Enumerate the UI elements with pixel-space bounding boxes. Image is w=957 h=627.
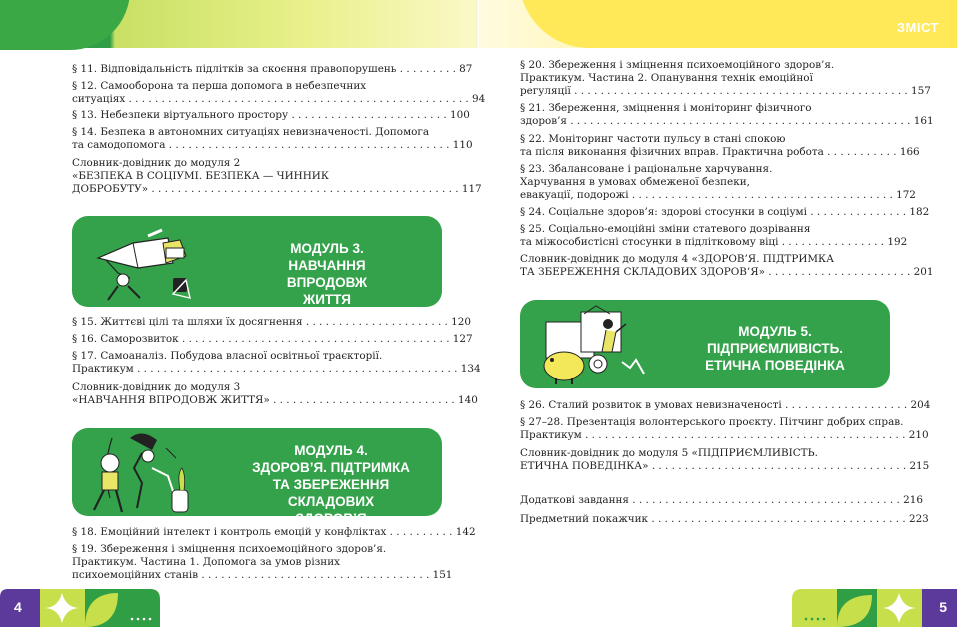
toc-entry-line: Словник-довідник до модуля 5 «ПІДПРИЄМЛИВІСТЬ. <box>520 447 818 459</box>
toc-entry[interactable] <box>72 543 452 582</box>
toc-entry-line: Харчування в умовах обмеженої безпеки, <box>520 176 750 188</box>
toc-entry[interactable] <box>520 253 933 279</box>
toc-entry-line: «НАВЧАННЯ ВПРОДОВЖ ЖИТТЯ» . . . . . . . . . . . . . . . . . . . . . . . . . . . . 140 <box>72 394 478 406</box>
toc-entry[interactable] <box>72 526 476 539</box>
toc-entry[interactable] <box>72 63 472 76</box>
module-5-title <box>700 323 850 374</box>
toc-entry-line: евакуації, подорожі . . . . . . . . . . . . . . . . . . . . . . . . . . . . . . . . . . . . . . . . 172 <box>520 189 916 201</box>
toc-entry-line: § 16. Саморозвиток . . . . . . . . . . . . . . . . . . . . . . . . . . . . . . . . . . . . . . . . . 127 <box>72 333 473 345</box>
toc-entry[interactable] <box>520 494 923 507</box>
toc-entry-line: «БЕЗПЕКА В СОЦІУМІ. БЕЗПЕКА — ЧИННИК <box>72 170 329 182</box>
toc-entry-line: Додаткові завдання . . . . . . . . . . . . . . . . . . . . . . . . . . . . . . . . . . . . . . . . . 216 <box>520 494 923 506</box>
toc-entry-line: § 26. Сталий розвиток в умовах невизначеності . . . . . . . . . . . . . . . . . . . 204 <box>520 399 931 411</box>
toc-entry-line: психоемоційних станів . . . . . . . . . . . . . . . . . . . . . . . . . . . . . . . . . . . 151 <box>72 569 453 581</box>
toc-entry[interactable] <box>72 333 473 346</box>
toc-entry[interactable] <box>72 350 481 376</box>
toc-entry[interactable] <box>520 102 934 128</box>
toc-entry-line: § 15. Життєві цілі та шляхи їх досягнення . . . . . . . . . . . . . . . . . . . . . . 120 <box>72 316 471 328</box>
header-blob-right <box>519 0 949 48</box>
toc-entry[interactable] <box>520 399 930 412</box>
toc-entry-line: Практикум. Частина 2. Опанування технік емоційної <box>520 72 813 84</box>
toc-entry-line: Словник-довідник до модуля 3 <box>72 381 241 393</box>
toc-entry[interactable] <box>72 126 473 152</box>
page-number-left: 4 <box>14 599 22 615</box>
toc-entry[interactable] <box>520 447 929 473</box>
toc-entry-line: ТА ЗБЕРЕЖЕННЯ СКЛАДОВИХ ЗДОРОВ’Я» . . . . . . . . . . . . . . . . . . . . . . 201 <box>520 266 934 278</box>
module-4-title <box>242 442 420 527</box>
footer-decoration-left <box>0 589 160 627</box>
toc-entry-line: § 11. Відповідальність підлітків за скоєння правопорушень . . . . . . . . . 87 <box>72 63 473 75</box>
toc-entry-line: § 23. Збалансоване і раціональне харчування. <box>520 163 773 175</box>
module-title-line: МОДУЛЬ 4. <box>294 443 368 458</box>
toc-entry-line: § 18. Емоційний інтелект і контроль емоцій у конфліктах . . . . . . . . . . 142 <box>72 526 476 538</box>
business-illustration-icon <box>526 302 706 388</box>
toc-entry[interactable] <box>72 80 485 106</box>
toc-entry-line: § 21. Збереження, зміцнення і моніторинг фізичного <box>520 102 812 114</box>
toc-entry-line: § 14. Безпека в автономних ситуаціях невизначеності. Допомога <box>72 126 430 138</box>
toc-entry-line: Словник-довідник до модуля 4 «ЗДОРОВ’Я. ПІДТРИМКА <box>520 253 834 265</box>
toc-entry-line: Практикум. Частина 1. Допомога за умов різних <box>72 556 341 568</box>
toc-entry-line: § 27–28. Презентація волонтерського проєкту. Пітчинг добрих справ. <box>520 416 904 428</box>
toc-entry-line: ЕТИЧНА ПОВЕДІНКА» . . . . . . . . . . . . . . . . . . . . . . . . . . . . . . . . . . . . . . . 215 <box>520 460 930 472</box>
toc-entry-line: § 12. Самооборона та перша допомога в небезпечних <box>72 80 367 92</box>
toc-entry-line: здоров’я . . . . . . . . . . . . . . . . . . . . . . . . . . . . . . . . . . . . . . . . . . . . . . . . . . . . 161 <box>520 115 934 127</box>
toc-entry-line: та самодопомога . . . . . . . . . . . . . . . . . . . . . . . . . . . . . . . . . . . . . . . . . . . 110 <box>72 139 473 151</box>
header-band-left <box>0 0 478 48</box>
toc-entry[interactable] <box>520 59 931 98</box>
module-title-line: ЗДОРОВ’Я. ПІДТРИМКА <box>252 460 410 475</box>
toc-entry[interactable] <box>520 223 907 249</box>
toc-entry-line: Практикум . . . . . . . . . . . . . . . . . . . . . . . . . . . . . . . . . . . . . . . . . . . . . . . . . 210 <box>520 429 929 441</box>
toc-entry[interactable] <box>520 163 916 202</box>
module-5-banner[interactable] <box>520 300 890 388</box>
header-band-right <box>479 0 957 48</box>
header-blob-left <box>0 0 130 50</box>
toc-entry[interactable] <box>520 513 929 526</box>
section-title: ЗМІСТ <box>896 20 939 35</box>
module-title-line: ТА ЗБЕРЕЖЕННЯ СКЛАДОВИХ <box>272 477 390 509</box>
toc-entry[interactable] <box>72 381 478 407</box>
page-number-right: 5 <box>939 599 947 615</box>
footer-decoration-right <box>792 589 957 627</box>
toc-entry[interactable] <box>520 416 929 442</box>
toc-entry-line: Словник-довідник до модуля 2 <box>72 157 241 169</box>
toc-entry-line: § 17. Самоаналіз. Побудова власної освітньої траєкторії. <box>72 350 383 362</box>
toc-entry-line: регуляції . . . . . . . . . . . . . . . . . . . . . . . . . . . . . . . . . . . . . . . . . . . . . . . . . . . 157 <box>520 85 931 97</box>
toc-entry[interactable] <box>72 157 482 196</box>
toc-entry-line: § 20. Збереження і зміцнення психоемоційного здоров’я. <box>520 59 835 71</box>
module-4-banner[interactable] <box>72 428 442 526</box>
toc-entry-line: § 25. Соціально-емоційні зміни статевого дозрівання <box>520 223 811 235</box>
toc-entry-line: ДОБРОБУТУ» . . . . . . . . . . . . . . . . . . . . . . . . . . . . . . . . . . . . . . . . . . . . . . . 117 <box>72 183 482 195</box>
module-title-line: НАВЧАННЯ ВПРОДОВЖ <box>286 258 368 290</box>
module-title-line: ЖИТТЯ <box>303 292 351 307</box>
toc-entry-line: § 13. Небезпеки віртуального простору . . . . . . . . . . . . . . . . . . . . . . . . 100 <box>72 109 470 121</box>
toc-entry-line: § 24. Соціальне здоров’я: здорові стосунки в соціумі . . . . . . . . . . . . . . . 182 <box>520 206 930 218</box>
toc-entry-line: ситуацiях . . . . . . . . . . . . . . . . . . . . . . . . . . . . . . . . . . . . . . . . . . . . . . . . . . . . 94 <box>72 93 486 105</box>
toc-entry-line: § 22. Моніторинг частоти пульсу в стані спокою <box>520 133 786 145</box>
toc-entry-line: § 19. Збереження і зміцнення психоемоційного здоров’я. <box>72 543 387 555</box>
toc-entry-line: Практикум . . . . . . . . . . . . . . . . . . . . . . . . . . . . . . . . . . . . . . . . . . . . . . . . . 134 <box>72 363 481 375</box>
toc-entry-line: та після виконання фізичних вправ. Практична робота . . . . . . . . . . . 166 <box>520 146 920 158</box>
toc-entry-line: та міжособистісні стосунки в підлітковому віці . . . . . . . . . . . . . . . . 192 <box>520 236 908 248</box>
toc-entry[interactable] <box>520 206 929 219</box>
module-title-line: ЕТИЧНА ПОВЕДІНКА <box>705 358 845 373</box>
module-title-line: МОДУЛЬ 3. <box>290 241 364 256</box>
module-title-line: МОДУЛЬ 5. <box>738 324 812 339</box>
toc-entry[interactable] <box>520 133 920 159</box>
module-3-banner[interactable] <box>72 216 442 307</box>
toc-entry[interactable] <box>72 109 470 122</box>
study-illustration-icon <box>78 218 258 306</box>
toc-entry[interactable] <box>72 316 471 329</box>
toc-entry-line: Предметний покажчик . . . . . . . . . . . . . . . . . . . . . . . . . . . . . . . . . . . . . . . 223 <box>520 513 929 525</box>
health-illustration-icon <box>82 428 252 516</box>
module-title-line: ПІДПРИЄМЛИВІСТЬ. <box>706 341 844 356</box>
module-title-line: ЗДОРОВ’Я <box>295 511 367 526</box>
module-3-title <box>252 240 402 308</box>
